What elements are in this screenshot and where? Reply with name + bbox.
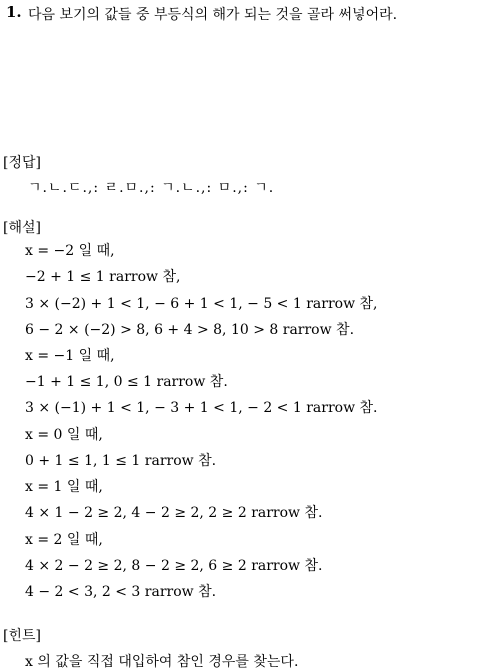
question-number: 1.	[6, 3, 22, 21]
answer-text: ㄱ.ㄴ.ㄷ.,: ㄹ.ㅁ.,: ㄱ.ㄴ.,: ㅁ.,: ㄱ.	[28, 180, 275, 196]
explanation-line: 4 − 2 < 3, 2 < 3 rarrow 참.	[25, 584, 217, 600]
explanation-line: 3 × (−1) + 1 < 1, − 3 + 1 < 1, − 2 < 1 rarrow 참.	[25, 400, 378, 416]
explanation-line: x = 2 일 때,	[25, 532, 103, 548]
explanation-line: x = 0 일 때,	[25, 427, 103, 443]
explanation-line: 3 × (−2) + 1 < 1, − 6 + 1 < 1, − 5 < 1 rarrow 참,	[25, 296, 378, 312]
explanation-line: x = −1 일 때,	[25, 348, 115, 364]
question-text: 다음 보기의 값들 중 부등식의 해가 되는 것을 골라 써넣어라.	[28, 7, 398, 23]
hint-label: [힌트]	[3, 628, 41, 644]
explanation-label: [해설]	[3, 220, 41, 236]
hint-text: x 의 값을 직접 대입하여 참인 경우를 찾는다.	[25, 654, 299, 670]
explanation-line: −2 + 1 ≤ 1 rarrow 참,	[25, 269, 181, 285]
answer-label: [정답]	[3, 155, 41, 171]
explanation-line: −1 + 1 ≤ 1, 0 ≤ 1 rarrow 참.	[25, 374, 228, 390]
explanation-line: 0 + 1 ≤ 1, 1 ≤ 1 rarrow 참.	[25, 453, 217, 469]
explanation-line: 6 − 2 × (−2) > 8, 6 + 4 > 8, 10 > 8 rarrow 참.	[25, 322, 355, 338]
explanation-line: 4 × 1 − 2 ≥ 2, 4 − 2 ≥ 2, 2 ≥ 2 rarrow 참.	[25, 505, 323, 521]
explanation-line: 4 × 2 − 2 ≥ 2, 8 − 2 ≥ 2, 6 ≥ 2 rarrow 참.	[25, 558, 323, 574]
explanation-line: x = 1 일 때,	[25, 479, 103, 495]
explanation-line: x = −2 일 때,	[25, 243, 115, 259]
